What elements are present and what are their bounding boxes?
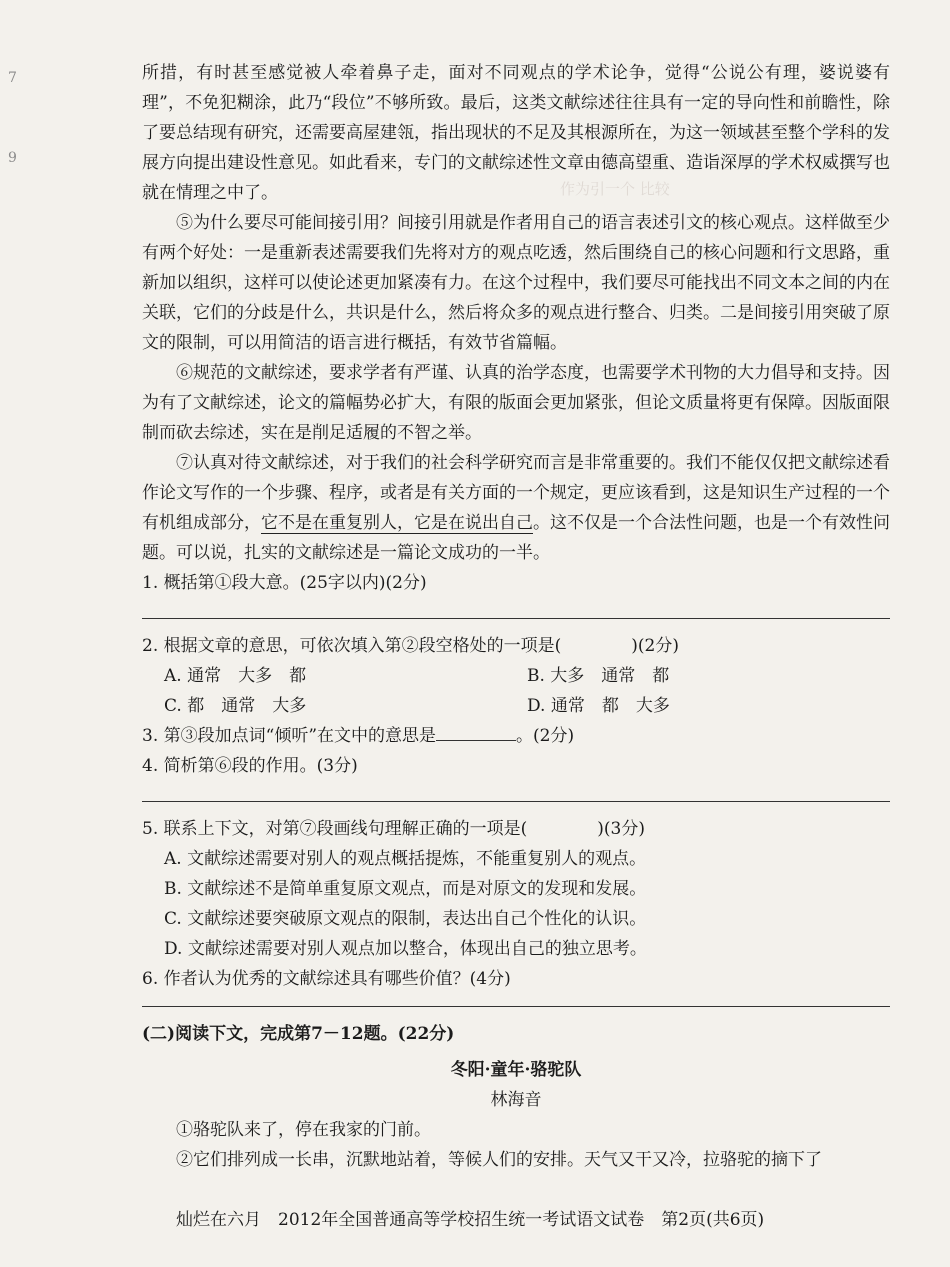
answer-line xyxy=(142,618,890,619)
bleed-through-text: 作为引一个 比较 xyxy=(560,180,670,198)
article-paragraph-2: ②它们排列成一长串，沉默地站着，等候人们的安排。天气又干又冷，拉骆驼的摘下了 xyxy=(176,1150,822,1170)
paragraph-4-end: 所措，有时甚至感觉被人牵着鼻子走，面对不同观点的学术论争，觉得“公说公有理，婆说婆有理”，不免犯糊涂，此乃“段位”不够所致。最后，这类文献综述往往具有一定的导向性和前瞻性，除了要总结现有研究，还需要高屋建瓴，指出现状的不足及其根源所在，为这一领域甚至整个学科的发展方向提出建设性意见。如此看来，专门的文献综述性文章由德高望重、造诣深厚的学术权威撰写也就在情理之中了。 xyxy=(142,63,890,203)
answer-space[interactable] xyxy=(142,598,890,616)
answer-space[interactable] xyxy=(142,781,890,799)
option-d[interactable]: D. 通常 都 大多 xyxy=(527,696,670,716)
paragraph-6: ⑥规范的文献综述，要求学者有严谨、认真的治学态度，也需要学术刊物的大力倡导和支持。因为有了文献综述，论文的篇幅势必扩大，有限的版面会更加紧张，但论文质量将更有保障。因版面限制而砍去综述，实在是削足适履的不智之举。 xyxy=(142,363,890,443)
paragraph-5: ⑤为什么要尽可能间接引用？间接引用就是作者用自己的语言表述引文的核心观点。这样做至少有两个好处：一是重新表述需要我们先将对方的观点吃透，然后围绕自己的核心问题和行文思路，重新加以组织，这样可以使论述更加紧凑有力。在这个过程中，我们要尽可能找出不同文本之间的内在关联，它们的分歧是什么，共识是什么，然后将众多的观点进行整合、归类。二是间接引用突破了原文的限制，可以用简洁的语言进行概括，有效节省篇幅。 xyxy=(142,213,890,353)
question-3-text: 3. 第③段加点词“倾听”在文中的意思是 xyxy=(142,726,437,746)
section-heading: (二)阅读下文，完成第7－12题。(22分) xyxy=(142,1024,455,1044)
option-a[interactable]: A. 文献综述需要对别人的观点概括提炼，不能重复别人的观点。 xyxy=(164,849,647,869)
answer-line xyxy=(142,1006,890,1007)
answer-space[interactable] xyxy=(142,994,890,1004)
option-b[interactable]: B. 文献综述不是简单重复原文观点，而是对原文的发现和发展。 xyxy=(164,879,647,899)
option-b[interactable]: B. 大多 通常 都 xyxy=(527,666,670,686)
underlined-sentence: 它不是在重复别人，它是在说出自己 xyxy=(261,513,533,533)
option-c[interactable]: C. 都 通常 大多 xyxy=(164,696,307,716)
answer-line xyxy=(142,801,890,802)
question-5-text: 5. 联系上下文，对第⑦段画线句理解正确的一项是( xyxy=(142,819,528,839)
question-5 xyxy=(142,814,890,844)
question-2-options xyxy=(142,661,890,721)
article-author: 林海音 xyxy=(490,1090,542,1110)
option-c[interactable]: C. 文献综述要突破原文观点的限制，表达出自己个性化的认识。 xyxy=(164,909,647,929)
page-content xyxy=(142,58,890,1175)
margin-mark: 7 xyxy=(8,70,17,86)
paragraph-7-text: ⑦认真对待文献综述，对于我们的社会科学研究而言是非常重要的。我们不能仅仅把文献综述看作论文写作的一个步骤、程序，或者是有关方面的一个规定，更应该看到，这是知识生产过程的一个有机组成部分， xyxy=(142,453,890,533)
article-paragraph-1: ①骆驼队来了，停在我家的门前。 xyxy=(176,1120,431,1140)
answer-blank[interactable] xyxy=(436,722,516,741)
paragraph-7 xyxy=(142,448,890,568)
question-3 xyxy=(142,721,890,751)
question-3-score: 。(2分) xyxy=(516,726,575,746)
page-footer: 灿烂在六月 2012年全国普通高等学校招生统一考试语文试卷 第2页(共6页) xyxy=(176,1210,765,1230)
question-5-score: )(3分) xyxy=(597,819,645,839)
option-d[interactable]: D. 文献综述需要对别人观点加以整合，体现出自己的独立思考。 xyxy=(164,939,647,959)
question-2-text: 2. 根据文章的意思，可依次填入第②段空格处的一项是( xyxy=(142,636,562,656)
margin-mark: 9 xyxy=(8,150,17,166)
option-a[interactable]: A. 通常 大多 都 xyxy=(164,666,307,686)
question-6: 6. 作者认为优秀的文献综述具有哪些价值？(4分) xyxy=(142,969,511,989)
article-title: 冬阳·童年·骆驼队 xyxy=(450,1060,582,1080)
paragraph-7-text-end: 。这不仅是一个合法性问题，也是一个有效性问题。可以说，扎实的文献综述是一篇论文成功的一半。 xyxy=(142,513,890,563)
question-2-score: )(2分) xyxy=(631,636,679,656)
question-4: 4. 简析第⑥段的作用。(3分) xyxy=(142,756,358,776)
question-2 xyxy=(142,631,890,661)
question-1: 1. 概括第①段大意。(25字以内)(2分) xyxy=(142,573,427,593)
